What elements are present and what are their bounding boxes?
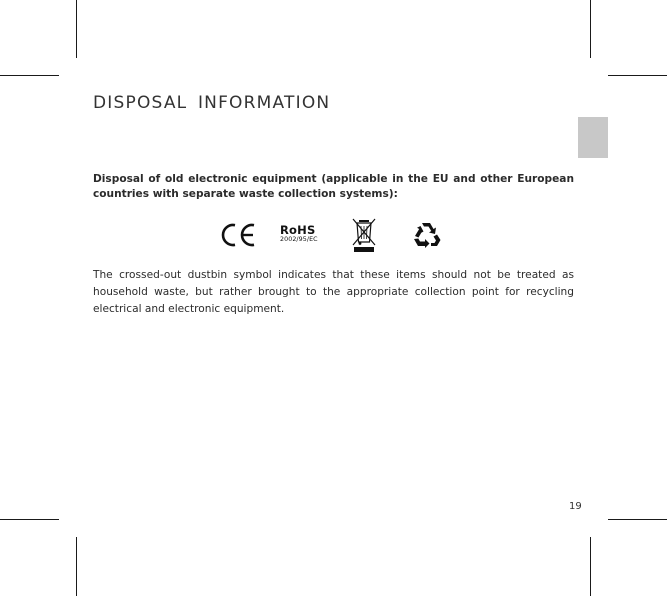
recycling-icon xyxy=(411,220,441,248)
crop-mark-top-right-vertical xyxy=(590,0,591,58)
section-tab-marker xyxy=(578,117,608,158)
page-number: 19 xyxy=(569,501,582,512)
crop-mark-top-right-horizontal xyxy=(608,75,667,76)
crop-mark-bottom-right-vertical xyxy=(590,537,591,596)
rohs-directive: 2002/95/EC xyxy=(280,236,318,243)
crop-mark-bottom-left-vertical xyxy=(76,537,77,596)
crop-mark-bottom-right-horizontal xyxy=(608,519,667,520)
page-title: DISPOSAL INFORMATION xyxy=(93,93,331,113)
rohs-mark xyxy=(280,224,324,246)
crop-mark-top-left-horizontal xyxy=(0,75,59,76)
ce-mark-icon xyxy=(221,222,257,248)
crossed-out-wheelie-bin-icon xyxy=(350,217,378,253)
crop-mark-top-left-vertical xyxy=(76,0,77,58)
rohs-title: RoHS xyxy=(280,223,316,237)
disposal-body-text: The crossed-out dustbin symbol indicates that these items should not be treated as household waste, but rather brought to the appropriate collection point for recycling electrical and electronic equipment. xyxy=(93,269,574,315)
crop-mark-bottom-left-horizontal xyxy=(0,519,59,520)
disposal-heading: Disposal of old electronic equipment (applicable in the EU and other European countries with separate waste collection systems): xyxy=(93,173,574,200)
